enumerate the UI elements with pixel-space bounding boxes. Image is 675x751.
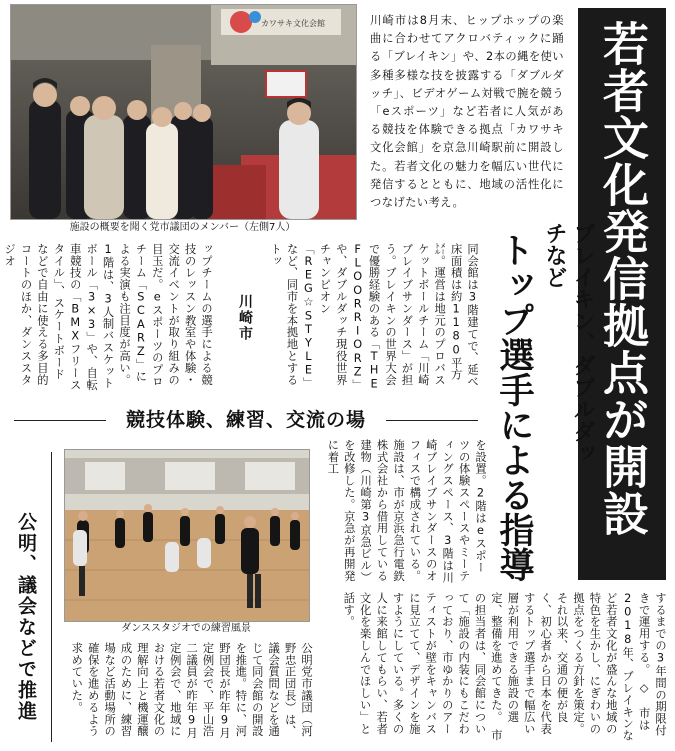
dateline: 川崎市 xyxy=(237,294,253,342)
meeting-photo-image xyxy=(11,5,356,219)
section-rule-right xyxy=(386,420,478,421)
photo-sign: カワサキ文化会館 xyxy=(261,19,325,28)
subheadline2: トップ選手による指導 xyxy=(494,232,534,582)
lead-paragraph: 川崎市は8月末、ヒップホップの楽曲に合わせてアクロバティックに踊る「ブレイキン」や、2本の縄を使い多種多様な技を披露する「ダブルダッチ」、ビデオゲーム対戦で腕を競う「eスポーツ」など若者に人気がある競技を体験できる拠点「カワサキ文化会館」を京急川崎駅前に開設した。若者文化の魅力を幅広い世代に発信するとともに、地域の活性化につなげたい考え。 xyxy=(370,14,564,210)
subheadline: ブレイキン、ダブルダッチなど xyxy=(542,222,595,464)
section2-heading: 公明、議会などで推進 xyxy=(15,512,37,722)
dance-photo-image xyxy=(65,450,309,621)
article-col-4: するまでの3年間の期限付きで運用する。 ◇ 市は2018年、ブレイキンなど若者文化が盛んな地域の特色を生かし、にぎわいの拠点をつくる方針を策定。それ以来、交通の便が良く、初心者から日本を代表するトップ選手まで幅広い層が利用できる施設の選定、整備を進めてきた。 市の担当者は、同会館について「施設の内装にもこだわっており、市ゆかりのアーティストが壁をキャンバスに見立てて、デザインを施すようにしている。多くの人に来館してもらい、若者文化を楽しんでほしい」と話す。 xyxy=(342,592,667,742)
section-heading: 競技体験、練習、交流の場 xyxy=(125,409,366,431)
article-col-2: ップチームの選手による競技のレッスン教室や体験・交流イベントが取り組みの目玉だ。eスポーツのプロチーム「SCARZ」による実演も注目度が高い。 1階は、3人制バスケットボール「3×3」や、自転車競技の「BMXフリースタイル」、スケートボードなどで自由に使える多目的コートのほか、ダンススタジオ xyxy=(3,243,213,393)
article-col-5: 公明党市議団（河野忠正団長）は、議会質問などを通じて同会館の開設を推進。特に、河野団長が昨年9月定例会で、平山浩二議員が昨年9月定例会で、地域における若者文化の理解向上と機運醸成のために、練習場など活動場所の確保を進めるよう求めていた。 xyxy=(70,642,313,739)
photo1-caption: 施設の概要を聞く党市議団のメンバー（左側7人） xyxy=(69,222,296,233)
article-col-1: 同会館は3階建てで、延べ床面積は約1180平方㍍。運営は地元のプロバスケットボールチーム「川崎ブレイブサンダース」が担う。ブレイキンの世界大会で優勝経験のある「THE FLOORRIORZ」や、ダブルダッチ現役世界チャンピオン「REG☆STYLE」など、同市を本拠地とするトッ xyxy=(269,243,479,391)
photo-meeting xyxy=(10,4,357,220)
section-rule-left xyxy=(14,420,106,421)
photo2-caption: ダンススタジオでの練習風景 xyxy=(121,623,251,634)
photo-dance-studio xyxy=(64,449,310,622)
section2-rule xyxy=(51,452,52,742)
headline: 若者文化発信拠点が開設 xyxy=(596,20,650,537)
article-col-3: を設置。2階はeスポーツの体験スペースやミーティングスペース、3階は川崎ブレイブサンダースのオフィスで構成されている。 施設は、市が京浜急行電鉄株式会社から借用している建物（川崎第3京急ビル）を改修した。京急が再開発に着工 xyxy=(326,439,487,589)
